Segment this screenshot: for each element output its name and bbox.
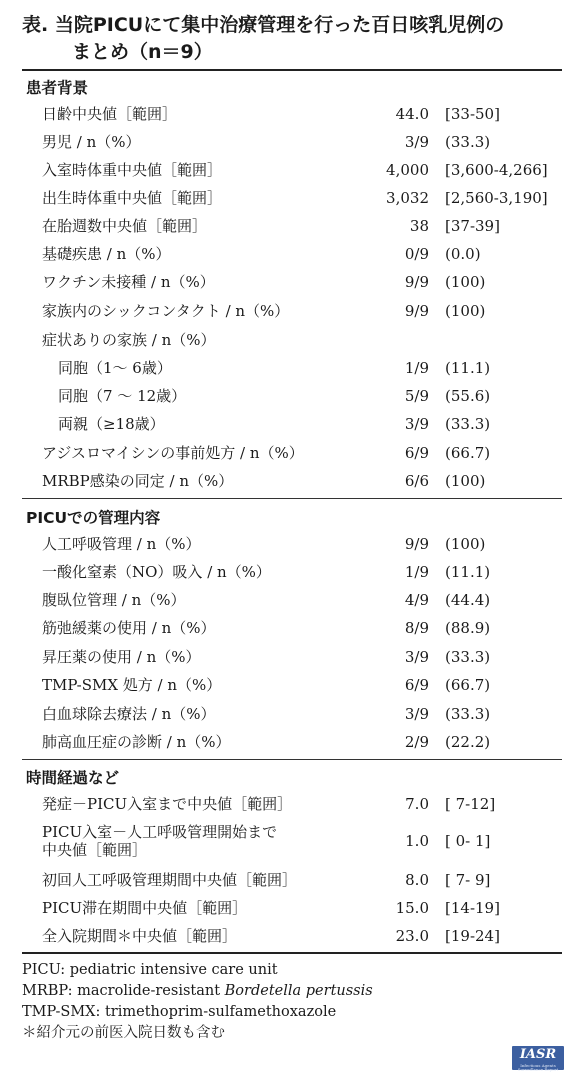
table-row <box>0 359 584 387</box>
row-range: (66.7) <box>445 444 491 462</box>
table-row <box>0 795 584 823</box>
row-value: 15.0 <box>395 899 429 917</box>
row-range: (88.9) <box>445 619 491 637</box>
row-label: 症状ありの家族 / n（%） <box>42 331 216 349</box>
row-range: [ 0- 1] <box>445 832 491 850</box>
row-value: 7.0 <box>405 795 429 813</box>
table-row <box>0 245 584 273</box>
table-row <box>0 133 584 161</box>
row-range: [3,600-4,266] <box>445 161 548 179</box>
row-range: (33.3) <box>445 648 491 666</box>
row-range: (100) <box>445 472 486 490</box>
row-value: 8/9 <box>404 619 429 637</box>
footnote-mrbp <box>22 981 373 1002</box>
iasr-logo <box>512 1046 564 1070</box>
row-range: (33.3) <box>445 705 491 723</box>
table-row <box>0 444 584 472</box>
row-value: 6/6 <box>404 472 429 490</box>
row-label: 全入院期間＊中央値［範囲］ <box>42 927 238 945</box>
row-value: 1/9 <box>404 563 429 581</box>
section-divider <box>22 498 562 499</box>
row-label: 白血球除去療法 / n（%） <box>42 705 216 723</box>
row-value: 3,032 <box>386 189 429 207</box>
row-range: (0.0) <box>445 245 481 263</box>
row-label: 昇圧薬の使用 / n（%） <box>42 648 201 666</box>
row-label: 同胞（7 ～ 12歳） <box>58 387 187 405</box>
row-value: 3/9 <box>404 133 429 151</box>
table-row <box>0 331 584 359</box>
table-row <box>0 899 584 927</box>
table-row <box>0 302 584 330</box>
table-row <box>0 823 584 865</box>
row-range: (55.6) <box>445 387 491 405</box>
table-row <box>0 217 584 245</box>
row-value: 38 <box>409 217 429 235</box>
row-range: (11.1) <box>445 359 491 377</box>
title-line-2: まとめ（n＝9） <box>72 41 213 63</box>
row-label: PICU滞在期間中央値［範囲］ <box>42 899 248 917</box>
row-value: 44.0 <box>395 105 429 123</box>
row-value: 3/9 <box>404 705 429 723</box>
table-row <box>0 472 584 500</box>
row-range: [2,560-3,190] <box>445 189 548 207</box>
title-line-1: 表. 当院PICUにて集中治療管理を行った百日咳乳児例の <box>22 14 505 36</box>
row-value: 6/9 <box>404 444 429 462</box>
table-title <box>22 12 567 66</box>
row-range: (44.4) <box>445 591 491 609</box>
row-label: ワクチン未接種 / n（%） <box>42 273 215 291</box>
row-value: 9/9 <box>404 273 429 291</box>
row-range: (100) <box>445 273 486 291</box>
row-label: 腹臥位管理 / n（%） <box>42 591 186 609</box>
row-label: 日齢中央値［範囲］ <box>42 105 178 123</box>
row-label: 入室時体重中央値［範囲］ <box>42 161 223 179</box>
section-heading-picu-management: PICUでの管理内容 <box>26 509 161 527</box>
row-label: 出生時体重中央値［範囲］ <box>42 189 223 207</box>
table-row <box>0 871 584 899</box>
row-value: 3/9 <box>404 648 429 666</box>
table-row <box>0 705 584 733</box>
table-row <box>0 161 584 189</box>
row-range: [ 7- 9] <box>445 871 491 889</box>
logo-text: IASR <box>519 1047 557 1062</box>
row-range: [37-39] <box>445 217 500 235</box>
row-value: 23.0 <box>395 927 429 945</box>
row-range: [14-19] <box>445 899 500 917</box>
footnote-mrbp-text: MRBP: macrolide-resistant <box>22 983 225 999</box>
row-label: 家族内のシックコンタクト / n（%） <box>42 302 290 320</box>
row-label: 発症－PICU入室まで中央値［範囲］ <box>42 795 293 813</box>
row-label: 基礎疾患 / n（%） <box>42 245 171 263</box>
table-row <box>0 535 584 563</box>
row-value: 0/9 <box>404 245 429 263</box>
row-label: 一酸化窒素（NO）吸入 / n（%） <box>42 563 271 581</box>
top-rule <box>22 69 562 71</box>
row-value: 1/9 <box>404 359 429 377</box>
row-label: 筋弛緩薬の使用 / n（%） <box>42 619 216 637</box>
section-heading-patient-background: 患者背景 <box>26 79 89 97</box>
table-row <box>0 676 584 704</box>
row-label: 初回人工呼吸管理期間中央値［範囲］ <box>42 871 298 889</box>
row-range: (100) <box>445 535 486 553</box>
row-label: 同胞（1～ 6歳） <box>58 359 172 377</box>
footnote-mrbp-species: Bordetella pertussis <box>224 983 373 999</box>
table-row <box>0 415 584 443</box>
row-range: (33.3) <box>445 415 491 433</box>
row-value: 4,000 <box>386 161 429 179</box>
row-label-line-1: PICU入室－人工呼吸管理開始まで <box>42 823 278 841</box>
row-range: [33-50] <box>445 105 500 123</box>
table-row <box>0 619 584 647</box>
row-label-line-2: 中央値［範囲］ <box>42 841 148 859</box>
row-range: [ 7-12] <box>445 795 496 813</box>
table-row <box>0 591 584 619</box>
table-row <box>0 927 584 955</box>
table-row <box>0 387 584 415</box>
footnote-asterisk: ＊紹介元の前医入院日数も含む <box>22 1025 225 1041</box>
row-range: (22.2) <box>445 733 491 751</box>
table-row <box>0 733 584 761</box>
bottom-rule <box>22 952 562 954</box>
table-row <box>0 648 584 676</box>
row-range: (66.7) <box>445 676 491 694</box>
row-value: 6/9 <box>404 676 429 694</box>
row-range: (11.1) <box>445 563 491 581</box>
footnote-tmp-smx: TMP-SMX: trimethoprim-sulfamethoxazole <box>22 1004 337 1020</box>
table-row <box>0 563 584 591</box>
row-label: 人工呼吸管理 / n（%） <box>42 535 201 553</box>
row-range: [19-24] <box>445 927 500 945</box>
row-label: 肺高血圧症の診断 / n（%） <box>42 733 231 751</box>
section-divider <box>22 759 562 760</box>
row-value: 3/9 <box>404 415 429 433</box>
row-label: MRBP感染の同定 / n（%） <box>42 472 234 490</box>
section-heading-time-course: 時間経過など <box>26 769 120 787</box>
row-value: 9/9 <box>404 302 429 320</box>
row-range: (33.3) <box>445 133 491 151</box>
footnote-picu: PICU: pediatric intensive care unit <box>22 962 278 978</box>
footnotes <box>22 960 373 1044</box>
row-label <box>42 823 362 859</box>
row-value: 5/9 <box>404 387 429 405</box>
row-label: 在胎週数中央値［範囲］ <box>42 217 208 235</box>
row-range: (100) <box>445 302 486 320</box>
row-value: 9/9 <box>404 535 429 553</box>
row-label: アジスロマイシンの事前処方 / n（%） <box>42 444 304 462</box>
logo-tagline: Infectious Agents Surveillance Report <box>517 1063 559 1072</box>
row-value: 1.0 <box>405 832 429 850</box>
row-label: 男児 / n（%） <box>42 133 141 151</box>
table-row <box>0 105 584 133</box>
table-row <box>0 273 584 301</box>
row-label: 両親（≥18歳） <box>58 415 165 433</box>
table-row <box>0 189 584 217</box>
row-label: TMP-SMX 処方 / n（%） <box>42 676 222 694</box>
row-value: 8.0 <box>405 871 429 889</box>
row-value: 2/9 <box>404 733 429 751</box>
row-value: 4/9 <box>404 591 429 609</box>
